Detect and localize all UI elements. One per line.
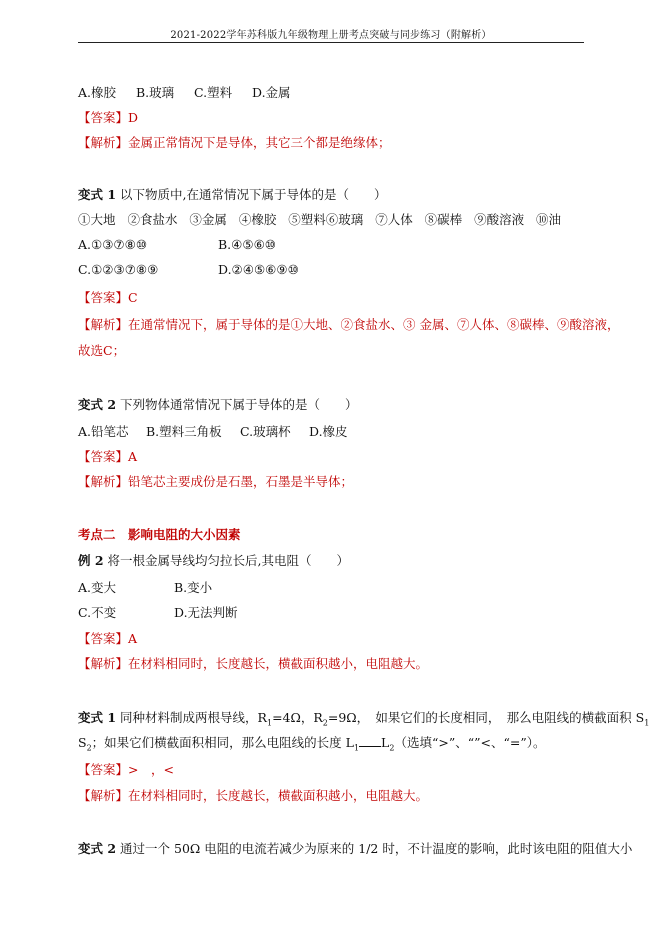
q1-stem-line — [78, 187, 387, 203]
answer-tag: 【答案】 — [78, 110, 129, 125]
q3-stem-line2: $S_2$；如果它们横截面积相同，那么电阻线的长度 $L_1$ $L_2$（选填“>”、“”<、“=”）。 — [78, 735, 546, 753]
analysis-text: 在材料相同时，长度越长，横截面积越小，电阻越大。 — [128, 656, 429, 671]
answer-tag: 【答案】 — [78, 631, 129, 646]
q3-analysis — [78, 788, 428, 804]
answer-tag: 【答案】 — [78, 449, 129, 464]
q1-option-d: D.②④⑤⑥⑨⑩ — [218, 262, 299, 277]
q3-label: 变式 1 — [78, 710, 117, 725]
q1-label: 变式 1 — [78, 187, 117, 202]
q1-option-a: A.①③⑦⑧⑩ — [78, 237, 148, 252]
ex2-stem-line — [78, 553, 349, 569]
ex2-option-b: B.变小 — [174, 580, 213, 595]
analysis-text: 在材料相同时，长度越长，横截面积越小，电阻越大。 — [128, 788, 429, 803]
q2-option-d: D.橡皮 — [309, 424, 348, 439]
answer-value: A — [128, 449, 138, 464]
q1-item: ②食盐水 — [127, 212, 178, 227]
q1-option-c: C.①②③⑦⑧⑨ — [78, 262, 159, 277]
fill-blank — [359, 736, 381, 747]
q1-options-row2 — [78, 262, 299, 278]
q2-option-c: C.玻璃杯 — [240, 424, 291, 439]
q3-sub: 1 — [353, 743, 360, 753]
q0-options — [78, 85, 291, 101]
q2-analysis — [78, 474, 353, 490]
q1-answer — [78, 290, 138, 306]
q3-stem-b: =4Ω，R — [272, 710, 323, 725]
q3-stem-c: =9Ω， 如果它们的长度相同， 那么电阻线的横截面积 S — [327, 710, 645, 725]
answer-value: D — [128, 110, 139, 125]
ex2-options-row2 — [78, 605, 238, 621]
q2-option-a: A.铅笔芯 — [78, 424, 129, 439]
q0-option-c: C.塑料 — [194, 85, 233, 100]
q1-stem: 以下物质中,在通常情况下属于导体的是（ ） — [120, 187, 387, 202]
answer-tag: 【答案】 — [78, 762, 129, 777]
header-divider — [78, 42, 584, 43]
ex2-options-row1 — [78, 580, 212, 596]
analysis-tag: 【解析】 — [78, 788, 129, 803]
q1-options-row1 — [78, 237, 276, 253]
q2-answer — [78, 449, 137, 465]
q0-option-b: B.玻璃 — [136, 85, 175, 100]
q0-answer — [78, 110, 138, 126]
q2-stem-line — [78, 397, 358, 413]
analysis-text: 铅笔芯主要成份是石墨，石墨是半导体； — [128, 474, 354, 489]
analysis-tag: 【解析】 — [78, 317, 129, 332]
answer-value: C — [128, 290, 138, 305]
ex2-option-d: D.无法判断 — [174, 605, 238, 620]
q1-item: ③金属 — [189, 212, 227, 227]
q0-analysis — [78, 135, 391, 151]
q3-line2-c: （选填“>”、“”<、“=”）。 — [394, 735, 546, 750]
q2-label: 变式 2 — [78, 397, 117, 412]
q1-items — [78, 212, 561, 228]
q2-options — [78, 424, 348, 440]
answer-tag: 【答案】 — [78, 290, 129, 305]
q3-stem-line — [78, 710, 649, 726]
q1-analysis — [78, 317, 620, 333]
q0-option-a: A.橡胶 — [78, 85, 117, 100]
analysis-tag: 【解析】 — [78, 656, 129, 671]
q4-stem-line — [78, 841, 632, 857]
q1-analysis-cont — [78, 343, 125, 359]
section-title: 考点二 影响电阻的大小因素 — [78, 527, 241, 542]
answer-value: > ，< — [128, 762, 174, 777]
q2-stem: 下列物体通常情况下属于导体的是（ ） — [120, 397, 358, 412]
ex2-option-c: C.不变 — [78, 605, 117, 620]
q1-item: ⑤塑料⑥玻璃 — [288, 212, 364, 227]
ex2-option-a: A.变大 — [78, 580, 117, 595]
q3-sub: 2 — [322, 718, 328, 728]
page-header: 2021-2022学年苏科版九年级物理上册考点突破与同步练习（附解析） — [170, 30, 492, 41]
q3-line2-b: ；如果它们横截面积相同，那么电阻线的长度 L — [91, 735, 354, 750]
analysis-tag: 【解析】 — [78, 135, 129, 150]
analysis-tag: 【解析】 — [78, 474, 129, 489]
q3-sub: 2 — [86, 743, 92, 753]
q4-stem: 通过一个 50Ω 电阻的电流若减少为原来的 1/2 时，不计温度的影响，此时该电阻的阻值大小 — [120, 841, 633, 856]
q1-item: ⑨酸溶液 — [474, 212, 525, 227]
q3-line2-a: S — [78, 735, 87, 750]
ex2-label: 例 2 — [78, 553, 104, 568]
q3-answer — [78, 762, 174, 778]
ex2-stem: 将一根金属导线均匀拉长后,其电阻（ ） — [107, 553, 350, 568]
q1-item: ①大地 — [78, 212, 116, 227]
ex2-answer — [78, 631, 137, 647]
q3-sub: 2 — [389, 743, 395, 753]
q1-item: ⑩油 — [536, 212, 562, 227]
ex2-analysis — [78, 656, 428, 672]
q1-item: ⑧碳棒 — [424, 212, 463, 227]
q3-sub: 1 — [266, 718, 273, 728]
q4-label: 变式 2 — [78, 841, 117, 856]
q1-item: ⑦人体 — [375, 212, 413, 227]
analysis-text: 在通常情况下，属于导体的是①大地、②食盐水、③ 金属、⑦人体、⑧碳棒、⑨酸溶液， — [128, 317, 620, 332]
q3-sub: 1 — [644, 718, 650, 728]
q2-option-b: B.塑料三角板 — [146, 424, 222, 439]
q1-item: ④橡胶 — [238, 212, 277, 227]
answer-value: A — [128, 631, 138, 646]
q3-stem-a: 同种材料制成两根导线，R — [120, 710, 267, 725]
q1-option-b: B.④⑤⑥⑩ — [218, 237, 276, 252]
q0-option-d: D.金属 — [252, 85, 291, 100]
analysis-text: 金属正常情况下是导体，其它三个都是绝缘体； — [128, 135, 391, 150]
analysis-text: 故选C； — [78, 343, 126, 358]
